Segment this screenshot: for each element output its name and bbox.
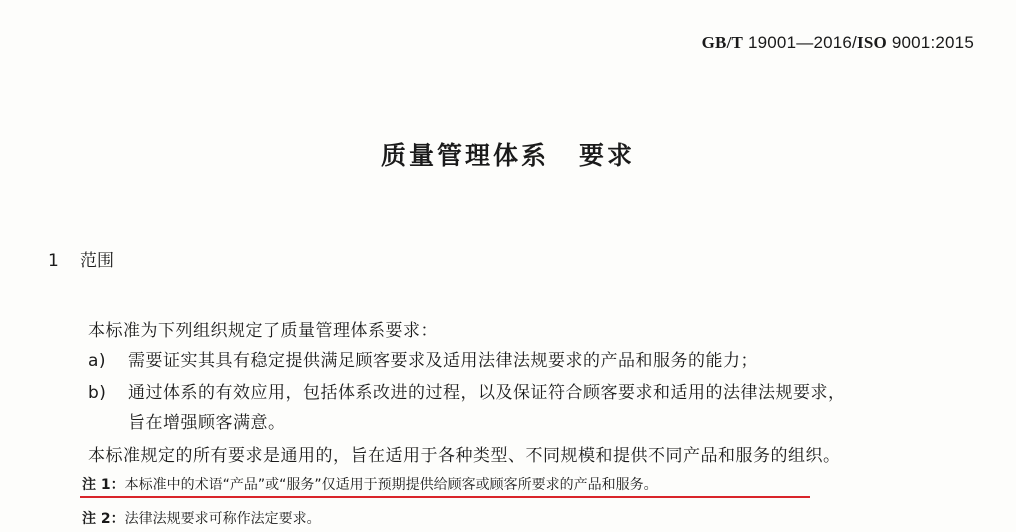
standard-code <box>702 33 974 53</box>
list-marker-a: a) <box>88 351 107 371</box>
section-number: 1 <box>48 251 59 271</box>
note-2-text: 法律法规要求可称作法定要求。 <box>124 511 321 527</box>
standard-code-iso-number: 9001:2015 <box>886 33 974 52</box>
list-marker-b: b) <box>88 383 107 403</box>
note-1-text: 本标准中的术语“产品”或“服务”仅适用于预期提供给顾客或顾客所要求的产品和服务。 <box>124 477 658 493</box>
standard-code-prefix: GB/T <box>701 33 744 52</box>
red-underline-highlight <box>80 496 810 498</box>
list-item-b <box>88 378 846 403</box>
standard-code-iso: ISO <box>857 33 887 52</box>
intro-paragraph: 本标准为下列组织规定了质量管理体系要求： <box>88 321 438 341</box>
section-heading <box>48 246 114 271</box>
standard-code-number: 19001—2016/ <box>743 33 857 52</box>
list-text-a: 需要证实其具有稳定提供满足顾客要求及适用法律法规要求的产品和服务的能力； <box>128 351 758 371</box>
section-title: 范围 <box>80 251 114 271</box>
note-1 <box>82 474 658 494</box>
note-1-label: 注 1： <box>82 477 125 493</box>
document-title-sub: 要求 <box>579 141 636 170</box>
document-title <box>0 136 1016 172</box>
general-paragraph: 本标准规定的所有要求是通用的，旨在适用于各种类型、不同规模和提供不同产品和服务的组织。 <box>88 446 841 466</box>
list-item-b-continuation: 旨在增强顾客满意。 <box>128 413 286 433</box>
list-item-a <box>88 346 758 371</box>
list-text-b: 通过体系的有效应用，包括体系改进的过程，以及保证符合顾客要求和适用的法律法规要求， <box>128 383 846 403</box>
note-2-label: 注 2： <box>82 511 125 527</box>
document-title-main: 质量管理体系 <box>380 141 549 170</box>
note-2 <box>82 508 321 528</box>
